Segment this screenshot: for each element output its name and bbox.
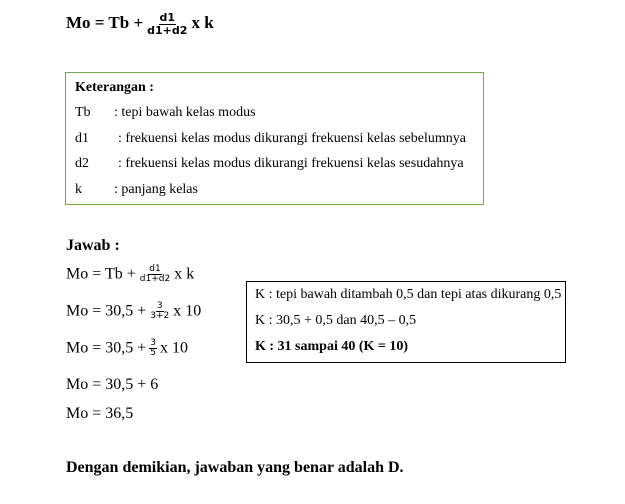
jawab-step-1: [66, 265, 194, 285]
step2-denominator: 3+2: [150, 311, 170, 322]
step1-lhs: Mo = Tb +: [66, 265, 136, 283]
step3-lhs: Mo = 30,5 +: [66, 339, 147, 357]
formula-denominator: d1+d2: [147, 23, 188, 37]
conclusion: Dengan demikian, jawaban yang benar adalah D.: [66, 459, 404, 476]
k-box-line-2: K : 30,5 + 0,5 dan 40,5 – 0,5: [255, 313, 417, 328]
jawab-title: Jawab :: [66, 237, 120, 254]
step1-numerator: d1: [149, 264, 161, 274]
k-box-line-1: K : tepi bawah ditambah 0,5 dan tepi atas dikurang 0,5: [255, 287, 562, 302]
desc-k: : panjang kelas: [114, 182, 198, 197]
desc-tb: : tepi bawah kelas modus: [114, 105, 256, 120]
keterangan-box: [65, 72, 484, 205]
step3-denominator: 5: [150, 348, 157, 359]
term-d1: d1: [75, 131, 89, 146]
keterangan-title: Keterangan :: [75, 80, 154, 95]
jawab-step-2: [66, 302, 201, 322]
k-box: [246, 281, 566, 363]
term-k: k: [75, 182, 82, 197]
step1-denominator: d1+d2: [139, 274, 171, 285]
formula-numerator: d1: [159, 11, 176, 24]
desc-d2: : frekuensi kelas modus dikurangi frekuensi kelas sesudahnya: [118, 156, 464, 171]
k-box-line-3: K : 31 sampai 40 (K = 10): [255, 339, 409, 354]
mode-formula: [66, 12, 214, 36]
term-tb: Tb: [75, 105, 91, 120]
step2-lhs: Mo = 30,5 +: [66, 302, 147, 320]
formula-lhs: Mo = Tb +: [66, 12, 144, 32]
formula-fraction: [146, 12, 188, 36]
step1-fraction: [139, 265, 171, 285]
desc-d1: : frekuensi kelas modus dikurangi frekuensi kelas sebelumnya: [118, 131, 466, 146]
jawab-step-4: Mo = 30,5 + 6: [66, 376, 159, 393]
step2-fraction: [149, 302, 170, 322]
step3-numerator: 3: [150, 338, 157, 348]
step2-numerator: 3: [156, 301, 163, 311]
formula-tail: x k: [191, 12, 214, 32]
step3-fraction: [149, 339, 157, 359]
step3-tail: x 10: [160, 339, 189, 357]
jawab-step-3: [66, 339, 188, 359]
jawab-step-5: Mo = 36,5: [66, 405, 134, 422]
step2-tail: x 10: [173, 302, 202, 320]
step1-tail: x k: [174, 265, 195, 283]
term-d2: d2: [75, 156, 89, 171]
